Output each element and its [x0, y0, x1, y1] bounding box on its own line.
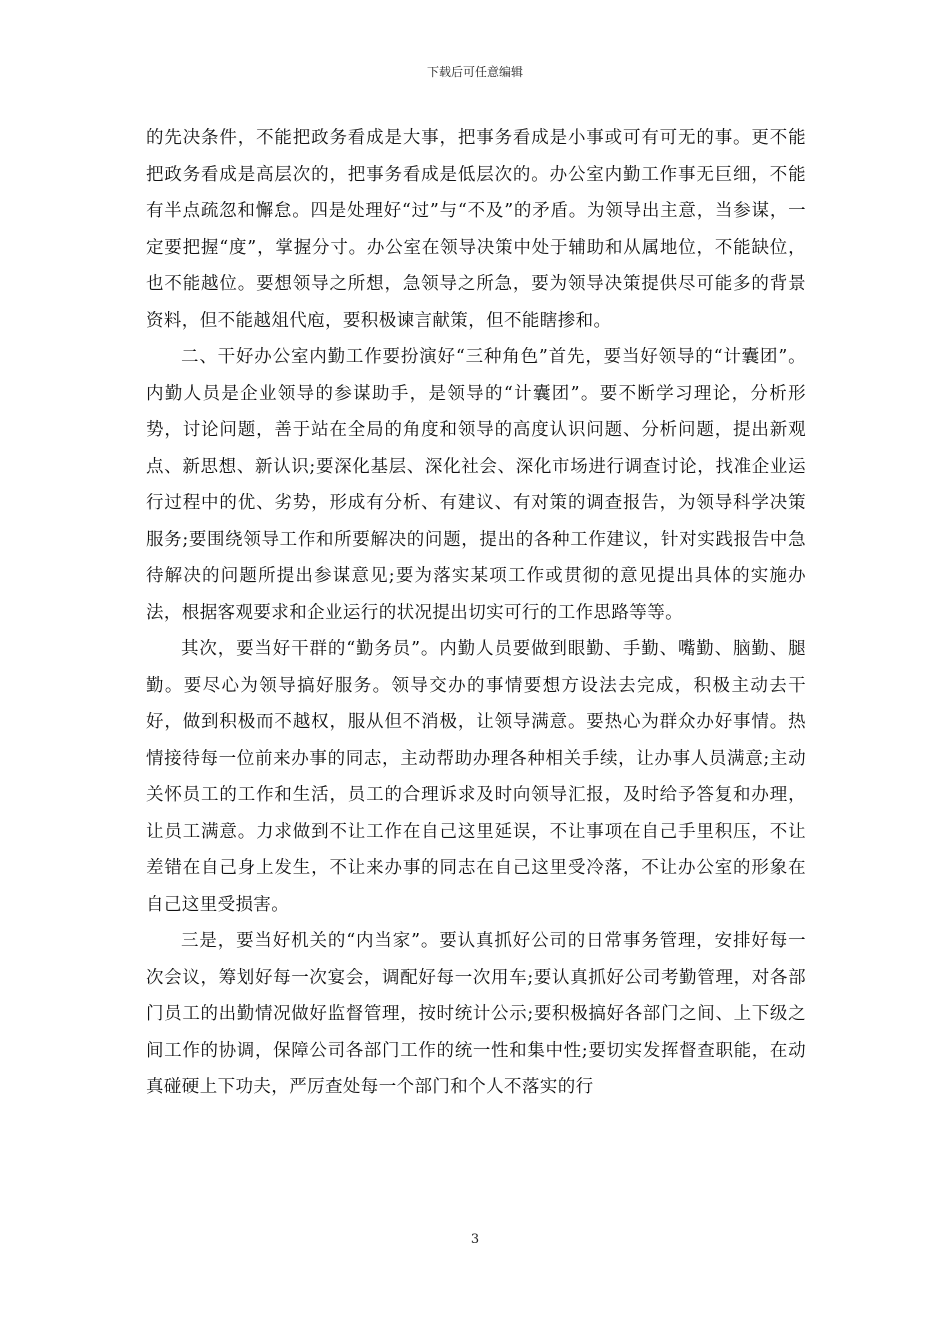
page-number: 3: [470, 1232, 480, 1247]
paragraph-continuation: 的先决条件，不能把政务看成是大事，把事务看成是小事或可有可无的事。更不能把政务看成是高层次的，把事务看成是低层次的。办公室内勤工作事无巨细，不能有半点疏忽和懈怠。四是处理好“过”与“不及”的矛盾。为领导出主意，当参谋，一定要把握“度”，掌握分寸。办公室在领导决策中处于辅助和从属地位，不能缺位，也不能越位。要想领导之所想，急领导之所急，要为领导决策提供尽可能多的背景资料，但不能越俎代庖，要积极谏言献策，但不能瞎掺和。: [146, 128, 806, 331]
page-header: 下载后可任意编辑: [426, 65, 523, 79]
paragraph-housekeeper: 三是，要当好机关的“内当家”。要认真抓好公司的日常事务管理，安排好每一次会议，筹划好每一次宴会，调配好每一次用车;要认真抓好公司考勤管理，对各部门员工的出勤情况做好监督管理，按时统计公示;要积极搞好各部门之间、上下级之间工作的协调，保障公司各部门工作的统一性和集中性;要切实发挥督查职能，在动真碰硬上下功夫，严厉查处每一个部门和个人不落实的行: [146, 931, 806, 1097]
document-body: [146, 120, 806, 1106]
paragraph-three-roles: 二、干好办公室内勤工作要扮演好“三种角色”首先，要当好领导的“计囊团”。内勤人员是企业领导的参谋助手，是领导的“计囊团”。要不断学习理论，分析形势，讨论问题，善于站在全局的角度和领导的高度认识问题、分析问题，提出新观点、新思想、新认识;要深化基层、深化社会、深化市场进行调查讨论，找准企业运行过程中的优、劣势，形成有分析、有建议、有对策的调查报告，为领导科学决策服务;要围绕领导工作和所要解决的问题，提出的各种工作建议，针对实践报告中急待解决的问题所提出参谋意见;要为落实某项工作或贯彻的意见提出具体的实施办法，根据客观要求和企业运行的状况提出切实可行的工作思路等等。: [146, 347, 806, 623]
paragraph-service-staff: 其次，要当好干群的“勤务员”。内勤人员要做到眼勤、手勤、嘴勤、脑勤、腿勤。要尽心为领导搞好服务。领导交办的事情要想方设法去完成，积极主动去干好，做到积极而不越权，服从但不消极，让领导满意。要热心为群众办好事情。热情接待每一位前来办事的同志，主动帮助办理各种相关手续，让办事人员满意;主动关怀员工的工作和生活，员工的合理诉求及时向领导汇报，及时给予答复和办理，让员工满意。力求做到不让工作在自己这里延误，不让事项在自己手里积压，不让差错在自己身上发生，不让来办事的同志在自己这里受冷落，不让办公室的形象在自己这里受损害。: [146, 639, 806, 915]
